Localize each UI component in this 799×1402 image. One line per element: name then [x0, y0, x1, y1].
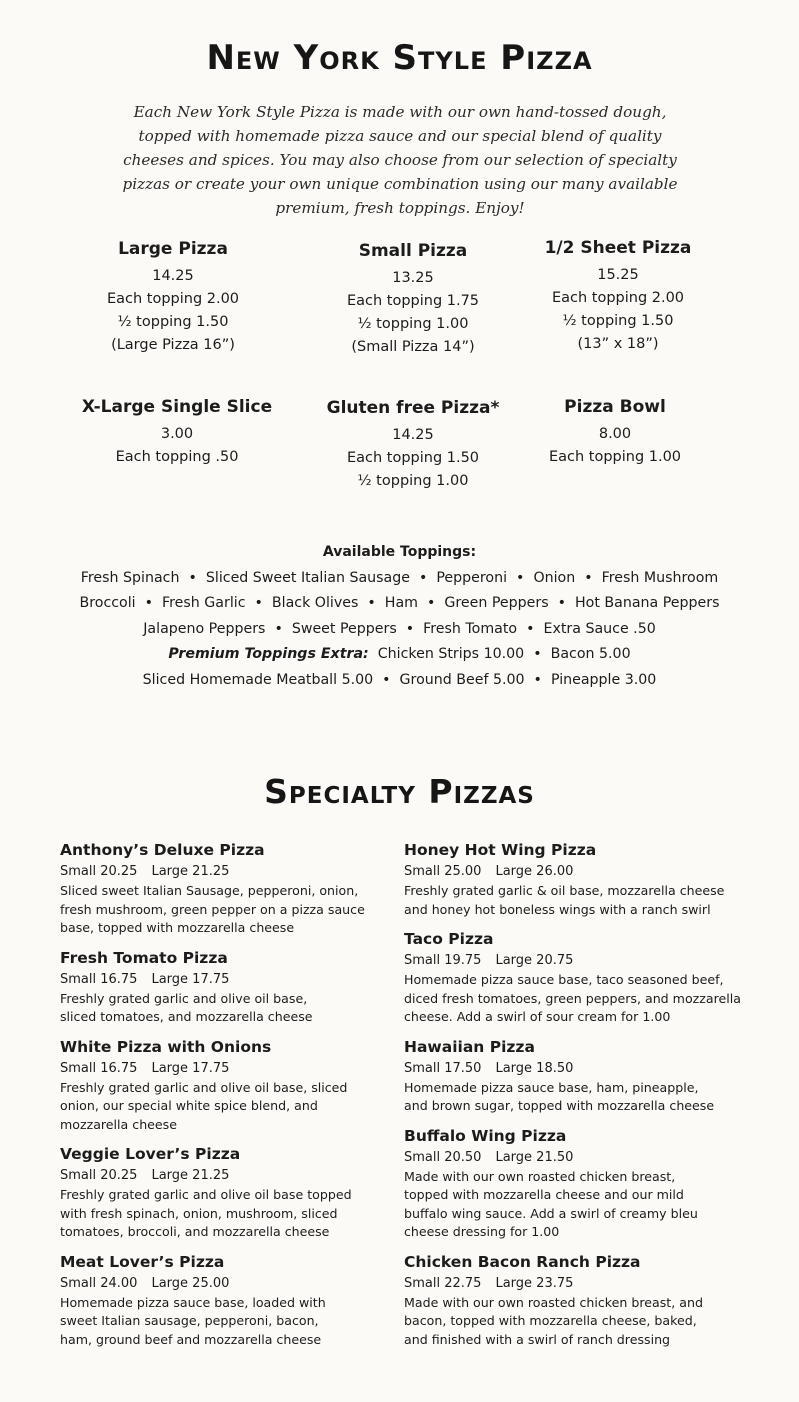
pizza-small-price: Small 19.75	[404, 953, 482, 968]
intro-line: topped with homemade pizza sauce and our special blend of quality	[138, 127, 662, 145]
pizza-large-price: Large 18.50	[495, 1060, 574, 1076]
description-line: sliced tomatoes, and mozzarella cheese	[60, 1009, 313, 1024]
description-line: diced fresh tomatoes, green peppers, and mozzarella	[404, 990, 741, 1006]
page-title: New York Style Pizza	[206, 38, 593, 78]
pizza-large-price: Large 17.75	[151, 1060, 230, 1076]
size-topping-price: Each topping 1.75	[346, 293, 480, 309]
pizza-name: Hawaiian Pizza	[404, 1037, 535, 1056]
premium-items: Chicken Strips 10.00 • Bacon 5.00	[377, 646, 631, 662]
size-price: 14.25	[392, 427, 434, 443]
size-topping-price: Each topping 2.00	[106, 291, 240, 307]
pizza-name: Fresh Tomato Pizza	[60, 948, 228, 967]
size-half-topping-price: ½ topping 1.00	[357, 316, 469, 332]
size-half-topping-price: ½ topping 1.50	[562, 313, 674, 329]
pizza-name: Chicken Bacon Ranch Pizza	[404, 1252, 641, 1271]
pizza-prices	[60, 1166, 390, 1186]
pizza-large-price: Large 21.25	[151, 864, 230, 879]
toppings-line: Broccoli • Fresh Garlic • Black Olives • Ham • Green Peppers • Hot Banana Peppers	[79, 595, 720, 611]
pizza-small-price: Small 16.75	[60, 1060, 138, 1076]
size-name: X-Large Single Slice	[81, 397, 273, 417]
pizza-prices	[60, 1059, 390, 1079]
pizza-name: Meat Lover’s Pizza	[60, 1252, 225, 1271]
description-line: Sliced sweet Italian Sausage, pepperoni, onion,	[60, 883, 359, 898]
size-topping-price: Each topping .50	[115, 449, 239, 465]
description-line: bacon, topped with mozzarella cheese, baked,	[404, 1313, 697, 1328]
pizza-large-price: Large 21.25	[151, 1168, 230, 1183]
size-name: Gluten free Pizza*	[326, 398, 500, 418]
pizza-description	[404, 1294, 749, 1350]
pizza-prices	[60, 1274, 390, 1294]
size-topping-price: Each topping 1.50	[346, 450, 480, 466]
pizza-small-price: Small 22.75	[404, 1275, 482, 1291]
specialty-pizza-item	[60, 838, 390, 938]
intro-line: Each New York Style Pizza is made with our own hand-tossed dough,	[133, 103, 667, 121]
size-price: 3.00	[160, 426, 194, 442]
description-line: Homemade pizza sauce base, taco seasoned beef,	[404, 972, 724, 987]
pizza-small-price: Small 20.25	[60, 1168, 138, 1183]
pizza-description	[60, 990, 390, 1027]
specialty-pizza-item	[404, 1035, 749, 1116]
pizza-description	[60, 1294, 390, 1350]
description-line: and finished with a swirl of ranch dressing	[404, 1331, 671, 1347]
description-line: base, topped with mozzarella cheese	[60, 920, 295, 935]
size-price: 15.25	[597, 267, 639, 283]
description-line: Freshly grated garlic & oil base, mozzarella cheese	[404, 883, 725, 898]
size-note: (13” x 18”)	[577, 336, 659, 352]
description-line: sweet Italian sausage, pepperoni, bacon,	[60, 1313, 319, 1328]
pizza-description	[404, 882, 749, 919]
pizza-small-price: Small 20.50	[404, 1149, 482, 1165]
description-line: cheese dressing for 1.00	[404, 1224, 560, 1239]
pizza-prices	[60, 970, 390, 990]
pizza-name: Veggie Lover’s Pizza	[60, 1145, 241, 1163]
size-price: 8.00	[598, 426, 632, 442]
pizza-name: Buffalo Wing Pizza	[404, 1126, 567, 1145]
pizza-large-price: Large 21.50	[495, 1149, 574, 1165]
description-line: and brown sugar, topped with mozzarella cheese	[404, 1098, 715, 1113]
specialty-pizza-item	[404, 1124, 749, 1242]
specialty-pizza-item	[60, 946, 390, 1027]
pizza-description	[60, 1079, 390, 1135]
description-line: with fresh spinach, onion, mushroom, sliced	[60, 1205, 338, 1221]
specialty-pizza-item	[60, 1250, 390, 1350]
description-line: and honey hot boneless wings with a ranch swirl	[404, 901, 711, 917]
premium-toppings-line	[0, 642, 799, 668]
toppings-line: Jalapeno Peppers • Sweet Peppers • Fresh Tomato • Extra Sauce .50	[143, 620, 656, 637]
description-line: tomatoes, broccoli, and mozzarella cheese	[60, 1224, 330, 1239]
size-name: Small Pizza	[358, 241, 468, 261]
intro-paragraph	[90, 100, 710, 220]
pizza-description	[404, 1168, 749, 1242]
description-line: Homemade pizza sauce base, ham, pineapple,	[404, 1079, 699, 1095]
pizza-description	[60, 882, 390, 938]
pizza-prices	[404, 862, 749, 882]
specialty-pizza-item	[404, 1250, 749, 1350]
pizza-name: Honey Hot Wing Pizza	[404, 841, 597, 859]
size-topping-price: Each topping 2.00	[551, 290, 685, 306]
pizza-name: White Pizza with Onions	[60, 1037, 272, 1056]
pizza-large-price: Large 17.75	[151, 971, 230, 987]
description-line: Freshly grated garlic and olive oil base, sliced	[60, 1079, 348, 1095]
size-pizza-bowl	[500, 396, 730, 469]
pizza-small-price: Small 24.00	[60, 1275, 138, 1291]
pizza-description	[404, 971, 749, 1027]
pizza-name: Taco Pizza	[404, 930, 494, 948]
pizza-large-price: Large 20.75	[495, 953, 574, 968]
specialty-pizza-item	[404, 927, 749, 1027]
size-xlarge-slice	[62, 396, 292, 469]
description-line: cheese. Add a swirl of sour cream for 1.00	[404, 1009, 671, 1024]
description-line: Freshly grated garlic and olive oil base,	[60, 990, 308, 1006]
specialty-pizza-item	[404, 838, 749, 919]
size-gluten-free-pizza	[298, 397, 528, 493]
specialty-pizza-item	[60, 1035, 390, 1135]
pizza-prices	[404, 1059, 749, 1079]
pizza-prices	[60, 862, 390, 882]
premium-label: Premium Toppings Extra:	[168, 646, 369, 662]
premium-toppings-line: Sliced Homemade Meatball 5.00 • Ground Beef 5.00 • Pineapple 3.00	[142, 671, 657, 688]
description-line: buffalo wing sauce. Add a swirl of creamy bleu	[404, 1205, 698, 1221]
size-topping-price: Each topping 1.00	[548, 449, 682, 465]
description-line: ham, ground beef and mozzarella cheese	[60, 1331, 322, 1347]
description-line: Made with our own roasted chicken breast, and	[404, 1294, 703, 1310]
specialty-title: Specialty Pizzas	[264, 772, 535, 811]
pizza-prices	[404, 1148, 749, 1168]
size-name: Large Pizza	[118, 239, 228, 259]
intro-line: premium, fresh toppings. Enjoy!	[275, 199, 525, 217]
pizza-small-price: Small 20.25	[60, 864, 138, 879]
size-note: (Large Pizza 16”)	[111, 337, 235, 353]
specialty-left-column	[60, 838, 390, 1357]
intro-line: pizzas or create your own unique combination using our many available	[122, 175, 678, 193]
size-name: 1/2 Sheet Pizza	[544, 238, 692, 258]
size-note: (Small Pizza 14”)	[351, 339, 475, 355]
pizza-description	[404, 1079, 749, 1116]
description-line: onion, our special white spice blend, and	[60, 1098, 318, 1113]
pizza-large-price: Large 25.00	[151, 1275, 230, 1291]
description-line: mozzarella cheese	[60, 1116, 177, 1132]
description-line: Homemade pizza sauce base, loaded with	[60, 1294, 326, 1310]
toppings-section	[0, 540, 799, 693]
description-line: Made with our own roasted chicken breast,	[404, 1168, 676, 1184]
specialty-pizza-item	[60, 1142, 390, 1242]
pizza-prices	[404, 1274, 749, 1294]
description-line: topped with mozzarella cheese and our mild	[404, 1187, 684, 1202]
size-price: 14.25	[152, 268, 194, 284]
size-half-topping-price: ½ topping 1.50	[117, 314, 229, 330]
size-half-sheet-pizza	[503, 237, 733, 356]
size-name: Pizza Bowl	[564, 397, 666, 417]
size-large-pizza	[58, 238, 288, 357]
pizza-large-price: Large 23.75	[495, 1275, 574, 1291]
pizza-name: Anthony’s Deluxe Pizza	[60, 841, 265, 859]
pizza-small-price: Small 25.00	[404, 864, 482, 879]
toppings-heading: Available Toppings:	[322, 544, 477, 560]
size-half-topping-price: ½ topping 1.00	[357, 473, 469, 489]
pizza-small-price: Small 16.75	[60, 971, 138, 987]
toppings-line: Fresh Spinach • Sliced Sweet Italian Sausage • Pepperoni • Onion • Fresh Mushroom	[80, 569, 719, 586]
size-small-pizza	[298, 240, 528, 359]
pizza-prices	[404, 951, 749, 971]
description-line: Freshly grated garlic and olive oil base topped	[60, 1187, 352, 1202]
description-line: fresh mushroom, green pepper on a pizza sauce	[60, 901, 365, 917]
specialty-right-column	[404, 838, 749, 1357]
pizza-small-price: Small 17.50	[404, 1060, 482, 1076]
size-price: 13.25	[392, 270, 434, 286]
intro-line: cheeses and spices. You may also choose from our selection of specialty	[123, 151, 677, 169]
pizza-description	[60, 1186, 390, 1242]
pizza-large-price: Large 26.00	[495, 864, 574, 879]
